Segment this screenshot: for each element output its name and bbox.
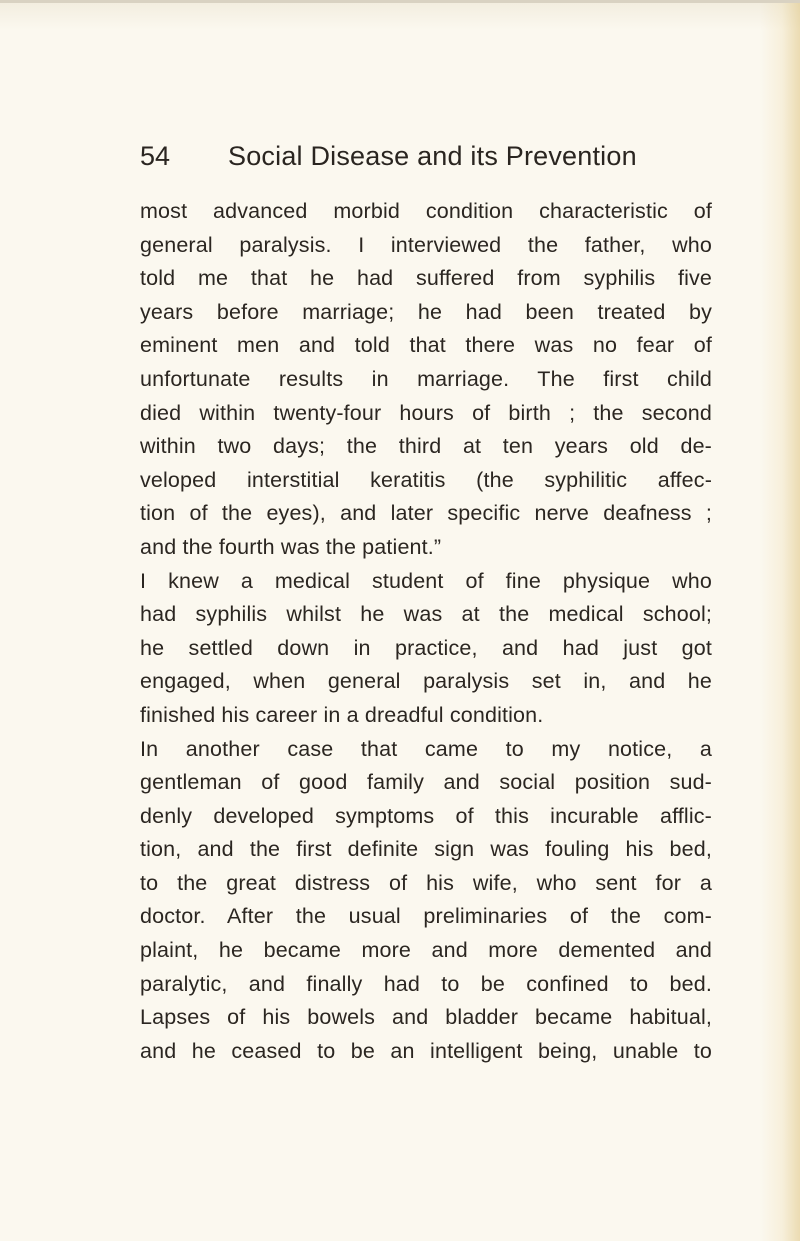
running-title: Social Disease and its Prevention — [228, 141, 637, 171]
text-line: paralytic, and finally had to be confined to bed. — [140, 971, 712, 996]
text-line: to the great distress of his wife, who sent for a — [140, 870, 712, 895]
running-head — [0, 139, 800, 173]
page-number: 54 — [140, 141, 171, 171]
text-line: within two days; the third at ten years old de- — [140, 434, 712, 459]
text-line: had syphilis whilst he was at the medical school; — [140, 602, 712, 627]
text-line: unfortunate results in marriage. The first child — [140, 366, 712, 391]
text-line: he settled down in practice, and had just got — [140, 635, 712, 660]
text-line: engaged, when general paralysis set in, and he — [140, 669, 712, 694]
text-line: denly developed symptoms of this incurable afflic- — [140, 803, 712, 828]
body-text — [140, 195, 712, 1068]
text-line: told me that he had suffered from syphilis five — [140, 266, 712, 291]
text-line: tion, and the first definite sign was fouling his bed, — [140, 837, 712, 862]
text-line: and the fourth was the patient.” — [140, 534, 442, 559]
text-line: and he ceased to be an intelligent being, unable to — [140, 1038, 712, 1063]
text-line: tion of the eyes), and later specific nerve deafness ; — [140, 501, 712, 526]
text-line: plaint, he became more and more demented and — [140, 938, 712, 963]
text-line: most advanced morbid condition characteristic of — [140, 199, 712, 223]
text-line: finished his career in a dreadful condition. — [140, 702, 544, 727]
text-line: doctor. After the usual preliminaries of the com- — [140, 904, 712, 929]
text-line: I knew a medical student of fine physique who — [140, 568, 712, 593]
text-line: In another case that came to my notice, a — [140, 736, 712, 761]
text-line: veloped interstitial keratitis (the syphilitic affec- — [140, 467, 712, 492]
text-line: general paralysis. I interviewed the father, who — [140, 232, 712, 257]
text-line: Lapses of his bowels and bladder became habitual, — [140, 1005, 712, 1030]
text-line: gentleman of good family and social position sud- — [140, 770, 712, 795]
text-line: died within twenty-four hours of birth ; the second — [140, 400, 712, 425]
text-line: years before marriage; he had been treated by — [140, 299, 712, 324]
text-line: eminent men and told that there was no fear of — [140, 333, 712, 358]
page-top-edge — [0, 0, 800, 3]
